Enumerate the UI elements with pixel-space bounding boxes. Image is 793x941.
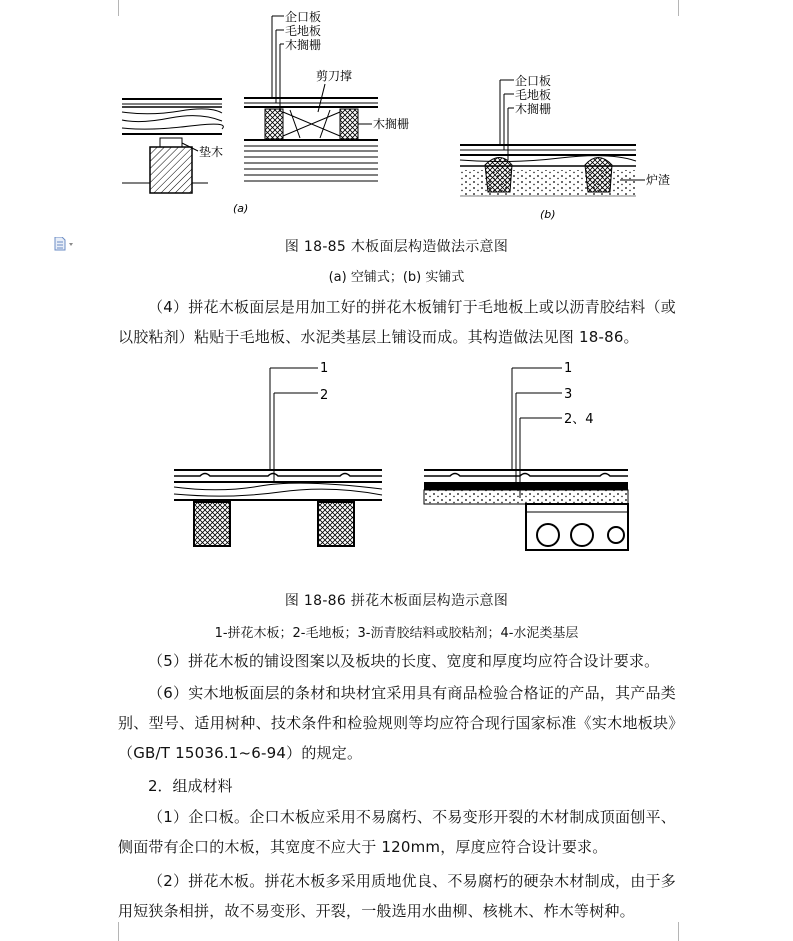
paragraph-4: （4）拼花木板面层是用加工好的拼花木板铺钉于毛地板上或以沥青胶结料（或以胶粘剂）粘贴于毛地板、水泥类基层上铺设而成。其构造做法见图 18-86。 bbox=[118, 298, 676, 346]
fig85a-label-mugezha: 木搁栅 bbox=[373, 117, 410, 131]
fig85b-label-2: 毛地板 bbox=[515, 88, 552, 102]
figure-18-85-caption: 图 18-85 木板面层构造做法示意图 bbox=[284, 239, 509, 255]
materials-item-2: （2）拼花木板。拼花木板多采用质地优良、不易腐朽的硬杂木材制成，由于多用短狭条相拼，故不易变形、开裂，一般选用水曲柳、核桃木、柞木等树种。 bbox=[118, 872, 676, 920]
fig86-right-detail bbox=[424, 368, 628, 550]
fig85b-label-3: 木搁栅 bbox=[515, 102, 552, 116]
fig86-right-num-2-4: 2、4 bbox=[564, 412, 594, 427]
figure-18-85-subcaption: (a) 空铺式；(b) 实铺式 bbox=[328, 270, 465, 285]
fig86-left-detail bbox=[174, 368, 382, 546]
section-heading-materials: 2．组成材料 bbox=[148, 777, 233, 795]
fig85b-label-1: 企口板 bbox=[515, 74, 552, 88]
fig85b-detail bbox=[460, 80, 645, 196]
paragraph-5: （5）拼花木板的铺设图案以及板块的长度、宽度和厚度均应符合设计要求。 bbox=[148, 652, 660, 670]
fig85a-label-3: 木搁栅 bbox=[285, 38, 322, 52]
figure-18-86-legend: 1-拼花木板；2-毛地板；3-沥青胶结料或胶粘剂；4-水泥类基层 bbox=[214, 626, 579, 641]
figure-18-86 bbox=[0, 355, 793, 585]
fig85a-label-dianmu: 垫木 bbox=[199, 145, 224, 159]
fig85b-sublabel: (b) bbox=[540, 208, 556, 221]
fig85a-label-2: 毛地板 bbox=[285, 24, 322, 38]
figure-18-85 bbox=[0, 0, 793, 230]
fig86-left-num-1: 1 bbox=[320, 361, 329, 376]
fig85a-label-jiandaocheng: 剪刀撑 bbox=[316, 69, 353, 83]
crop-mark-bottom-right bbox=[678, 922, 679, 941]
fig85a-sublabel: (a) bbox=[233, 202, 249, 215]
fig85a-label-1: 企口板 bbox=[285, 10, 322, 24]
paragraph-6: （6）实木地板面层的条材和块材宜采用具有商品检验合格证的产品，其产品类别、型号、适用树种、技术条件和检验规则等均应符合现行国家标准《实木地板块》（GB/T 15036.1~6-94）的规定。 bbox=[118, 684, 676, 762]
fig86-right-num-1: 1 bbox=[564, 361, 573, 376]
fig86-left-num-2: 2 bbox=[320, 388, 329, 403]
figure-18-86-caption: 图 18-86 拼花木板面层构造示意图 bbox=[284, 593, 509, 609]
fig85b-label-luzha: 炉渣 bbox=[646, 173, 671, 187]
fig86-right-num-3: 3 bbox=[564, 387, 573, 402]
materials-item-1: （1）企口板。企口木板应采用不易腐朽、不易变形开裂的木材制成顶面刨平、侧面带有企口的木板，其宽度不应大于 120mm，厚度应符合设计要求。 bbox=[118, 808, 676, 856]
